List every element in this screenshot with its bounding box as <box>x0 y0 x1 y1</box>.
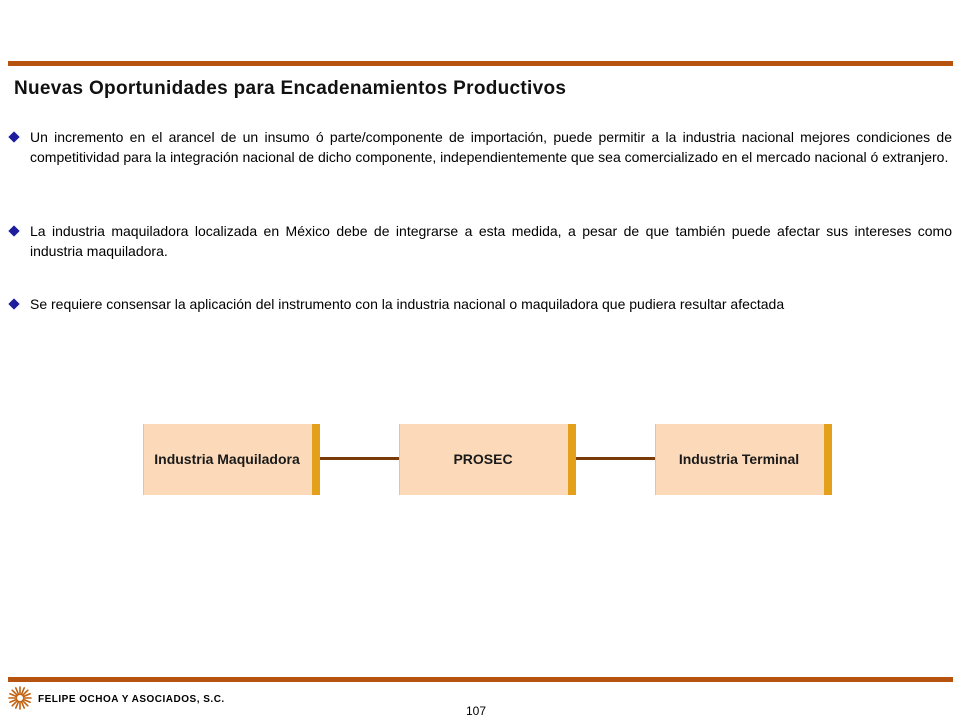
box-accent-edge <box>824 424 832 495</box>
bullet-item <box>10 295 952 315</box>
diamond-bullet-icon <box>8 298 19 309</box>
page-number: 107 <box>466 704 487 718</box>
diamond-bullet-icon <box>8 225 19 236</box>
diagram-box-label: Industria Terminal <box>678 451 800 467</box>
bottom-divider <box>8 677 953 682</box>
bullet-text: Se requiere consensar la aplicación del instrumento con la industria nacional o maquiladora que pudiera resultar afectada <box>30 296 785 312</box>
connector-line <box>319 457 399 460</box>
diagram-box-label: Industria Maquiladora <box>154 451 300 467</box>
connector-line <box>575 457 655 460</box>
diagram-box-maquiladora <box>143 424 320 495</box>
bullet-text: Un incremento en el arancel de un insumo ó parte/componente de importación, puede permitir a la industria nacional mejores condiciones de competitividad para la integración nacional de dicho componente, independientemente que sea comercializado en el mercado nacional ó extranjero. <box>30 129 952 165</box>
bullet-item <box>10 128 952 167</box>
diagram-box-terminal <box>655 424 832 495</box>
diagram-box-label: PROSEC <box>453 451 513 467</box>
bullet-text: La industria maquiladora localizada en México debe de integrarse a esta medida, a pesar de que también puede afectar sus intereses como industria maquiladora. <box>30 223 952 259</box>
bullet-item <box>10 222 952 261</box>
box-accent-edge <box>568 424 576 495</box>
page-title: Nuevas Oportunidades para Encadenamientos Productivos <box>14 78 567 99</box>
sunburst-logo-icon <box>8 686 32 710</box>
top-divider <box>8 61 953 66</box>
company-name: FELIPE OCHOA Y ASOCIADOS, S.C. <box>38 694 225 705</box>
diamond-bullet-icon <box>8 131 19 142</box>
diagram-box-prosec <box>399 424 576 495</box>
box-accent-edge <box>312 424 320 495</box>
